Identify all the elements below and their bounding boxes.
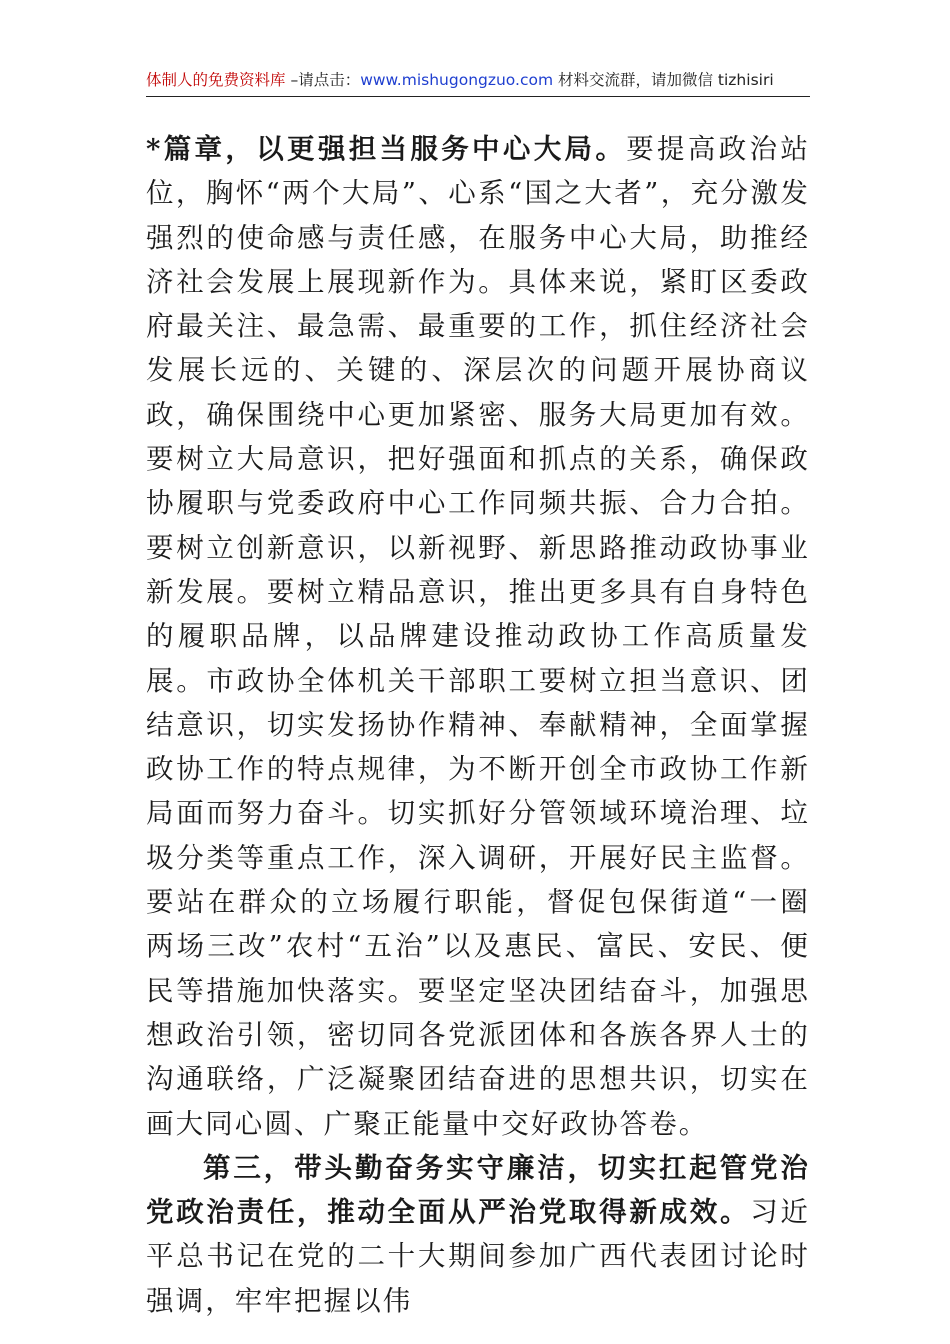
paragraph-1 — [146, 127, 810, 1146]
header-link[interactable]: www.mishugongzuo.com — [360, 71, 554, 89]
header-brand: 体制人的免费资料库 — [146, 71, 286, 89]
header-prompt: –请点击： — [285, 71, 361, 89]
page-header — [146, 66, 810, 97]
paragraph-1-heading: *篇章，以更强担当服务中心大局。 — [146, 133, 627, 165]
document-body — [146, 127, 810, 1323]
paragraph-1-text: 要提高政治站位，胸怀“两个大局”、心系“国之大者”，充分激发强烈的使命感与责任感，在服务中心大局，助推经济社会发展上展现新作为。具体来说，紧盯区委政府最关注、最急需、最重要的工作，抓住经济社会发展长远的、关键的、深层次的问题开展协商议政，确保围绕中心更加紧密、服务大局更加有效。要树立大局意识，把好强面和抓点的关系，确保政协履职与党委政府中心工作同频共振、合力合拍。要树立创新意识，以新视野、新思路推动政协事业新发展。要树立精品意识，推出更多具有自身特色的履职品牌，以品牌建设推动政协工作高质量发展。市政协全体机关干部职工要树立担当意识、团结意识，切实发扬协作精神、奉献精神，全面掌握政协工作的特点规律，为不断开创全市政协工作新局面而努力奋斗。切实抓好分管领域环境治理、垃圾分类等重点工作，深入调研，开展好民主监督。要站在群众的立场履行职能，督促包保街道“一圈两场三改”农村“五治”以及惠民、富民、安民、便民等措施加快落实。要坚定坚决团结奋斗，加强思想政治引领，密切同各党派团体和各族各界人士的沟通联络，广泛凝聚团结奋进的思想共识，切实在画大同心圆、广聚正能量中交好政协答卷。 — [146, 133, 810, 1140]
paragraph-2-text: 习近平总书记在党的二十大期间参加广西代表团讨论时强调，牢牢把握以伟 — [146, 1196, 810, 1317]
paragraph-2 — [146, 1146, 810, 1323]
header-contact: 材料交流群，请加微信 tizhisiri — [553, 71, 774, 89]
paragraph-2-heading: 第三，带头勤奋务实守廉洁，切实扛起管党治党政治责任，推动全面从严治党取得新成效。 — [146, 1151, 810, 1229]
